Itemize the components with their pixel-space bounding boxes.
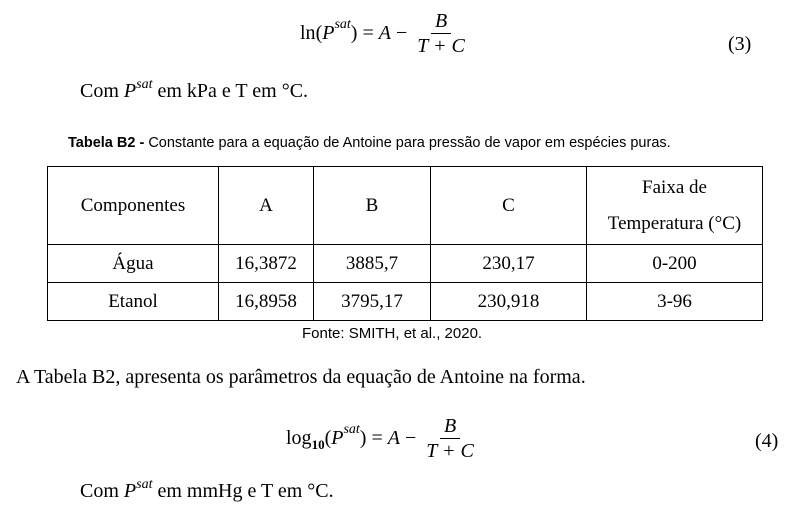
table-row	[48, 283, 763, 321]
eq4-sub: 10	[311, 436, 325, 452]
equation-3-number: (3)	[728, 33, 752, 55]
eq4-a: A	[387, 427, 400, 449]
cell-b: 3885,7	[314, 245, 431, 283]
table-header-row	[48, 167, 763, 245]
equation-4-number: (4)	[755, 430, 779, 452]
eq4-minus: −	[404, 427, 417, 449]
units2-var: P	[123, 480, 137, 502]
header-range-line1: Faixa de	[642, 176, 707, 198]
cell-name: Água	[48, 245, 219, 283]
cell-c: 230,17	[431, 245, 587, 283]
table-row	[48, 245, 763, 283]
eq3-numerator: B	[431, 10, 451, 34]
eq4-var: P	[331, 427, 344, 449]
units-line-kpa	[80, 77, 309, 103]
table-caption-label: Tabela B2 -	[68, 135, 145, 151]
cell-b: 3795,17	[314, 283, 431, 321]
eq3-minus: −	[395, 22, 408, 44]
cell-a: 16,3872	[219, 245, 314, 283]
cell-range: 0-200	[587, 245, 763, 283]
table-source: Fonte: SMITH, et al., 2020.	[302, 325, 483, 342]
units-line-mmhg	[80, 477, 334, 503]
cell-a: 16,8958	[219, 283, 314, 321]
equation-3: ln ( P sat ) = A − $\frac{B}{T + C}$	[300, 10, 469, 57]
eq4-fraction	[422, 415, 478, 462]
cell-name: Etanol	[48, 283, 219, 321]
units1-prefix: Com	[80, 80, 119, 102]
header-range-line2: Temperatura (°C)	[607, 212, 742, 234]
eq3-var: P	[322, 22, 335, 44]
eq3-a: A	[378, 22, 391, 44]
header-c: C	[431, 167, 587, 245]
antoine-table	[47, 166, 763, 321]
paragraph: A Tabela B2, apresenta os parâmetros da equação de Antoine na forma.	[16, 366, 586, 388]
eq3-fn: ln	[300, 22, 316, 44]
eq3-denominator: T + C	[417, 35, 465, 57]
units2-suffix: em mmHg e T em °C.	[157, 480, 334, 502]
header-a: A	[219, 167, 314, 245]
units2-prefix: Com	[80, 480, 119, 502]
header-b: B	[314, 167, 431, 245]
header-components: Componentes	[48, 167, 219, 245]
header-range	[587, 167, 763, 245]
cell-c: 230,918	[431, 283, 587, 321]
cell-range: 3-96	[587, 283, 763, 321]
eq3-fraction	[413, 10, 469, 57]
units1-var: P	[123, 80, 137, 102]
units1-sup: sat	[136, 77, 153, 92]
table-caption-text: Constante para a equação de Antoine para pressão de vapor em espécies puras.	[148, 135, 671, 151]
eq3-sup: sat	[334, 16, 351, 32]
units1-suffix: em kPa e T em °C.	[157, 80, 309, 102]
table-caption	[68, 135, 671, 151]
units2-sup: sat	[136, 477, 153, 492]
eq4-denominator: T + C	[426, 440, 474, 462]
eq4-numerator: B	[440, 415, 460, 439]
eq4-sup: sat	[343, 421, 360, 437]
equation-4: log 10 ( P sat ) = A − $\frac{B}{T + C}$	[286, 415, 478, 462]
eq4-fn: log	[286, 427, 312, 449]
